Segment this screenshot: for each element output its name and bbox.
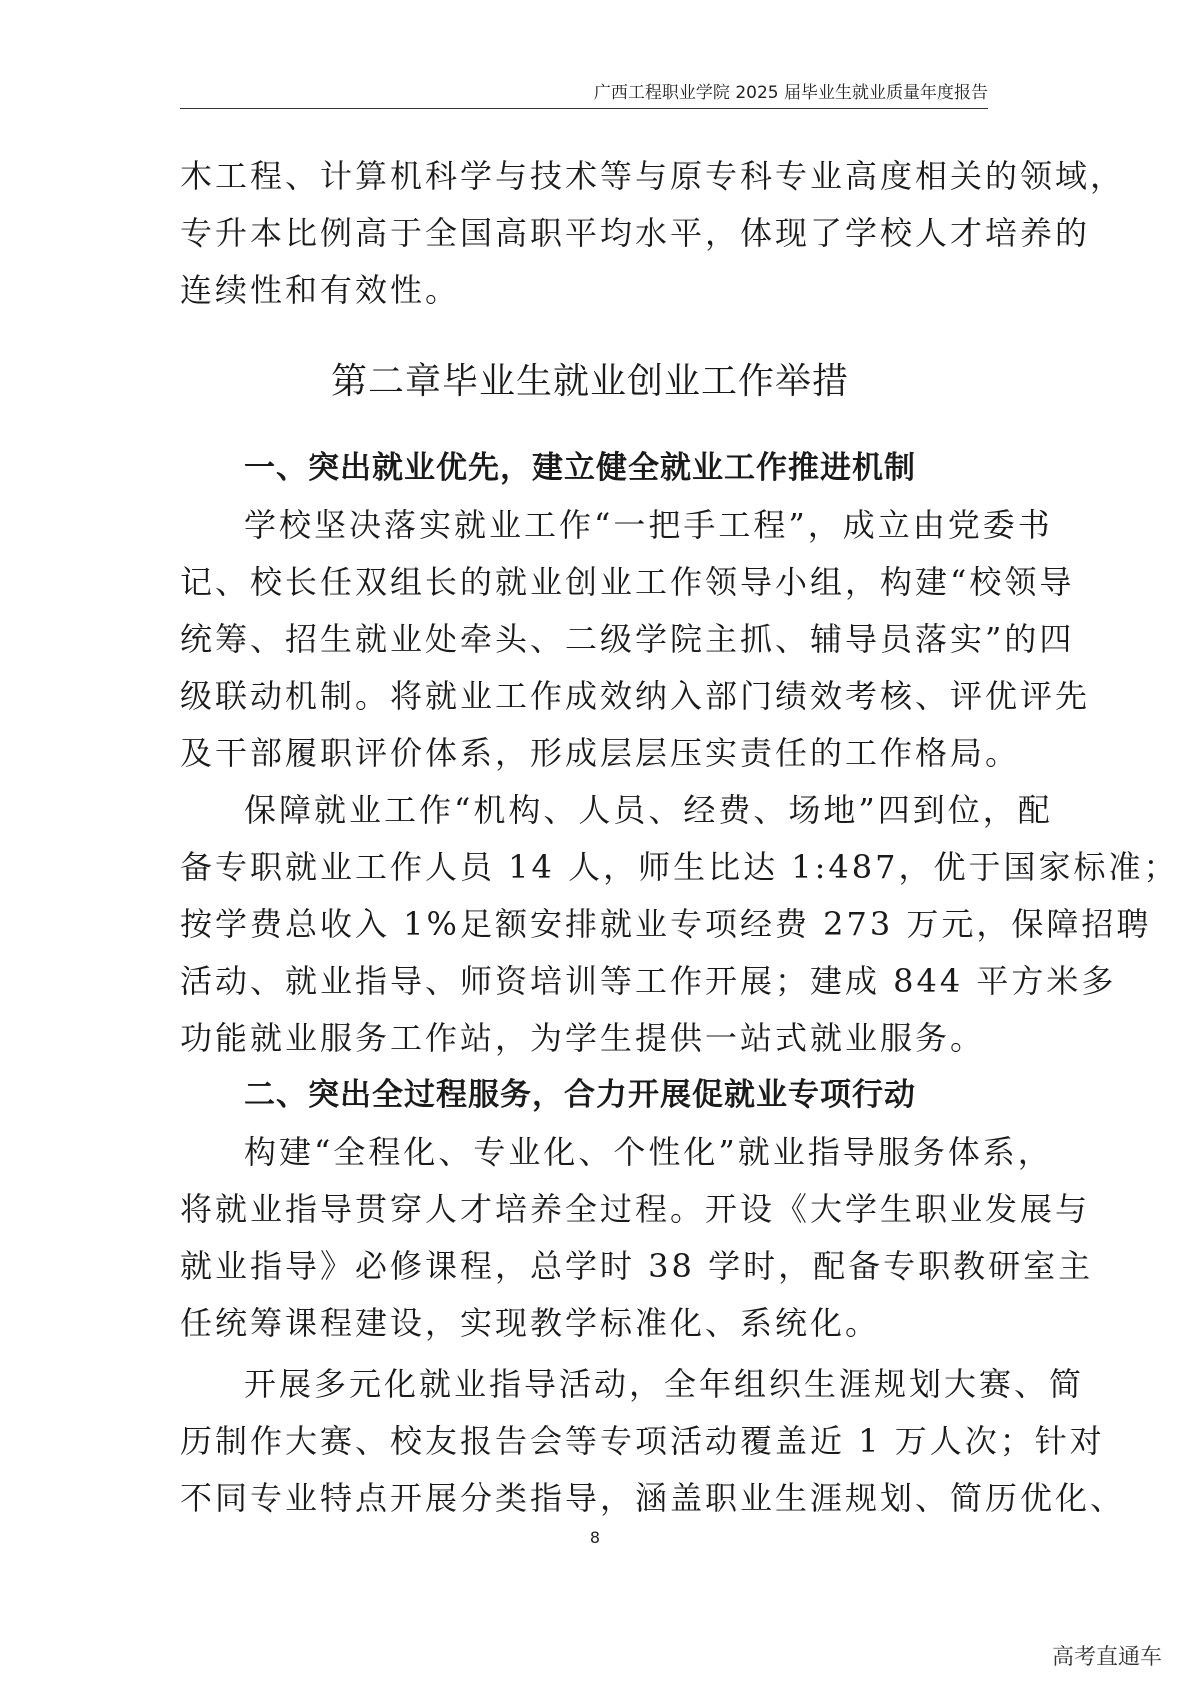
paragraph-line: 历制作大赛、校友报告会等专项活动覆盖近 1 万人次；针对 <box>180 1422 1105 1460</box>
paragraph-line: 将就业指导贯穿人才培养全过程。开设《大学生职业发展与 <box>180 1190 1091 1228</box>
paragraph-line: 保障就业工作“机构、人员、经费、场地”四到位，配 <box>244 791 1053 829</box>
watermark: 高考直通车 <box>1051 1645 1162 1670</box>
page-number: 8 <box>589 1528 601 1547</box>
intro-line: 木工程、计算机科学与技术等与原专科专业高度相关的领域， <box>180 157 1126 195</box>
paragraph-line: 学校坚决落实就业工作“一把手工程”，成立由党委书 <box>244 506 1053 544</box>
page-content <box>180 148 1179 1527</box>
paragraph-line: 功能就业服务工作站，为学生提供一站式就业服务。 <box>180 1019 986 1057</box>
paragraph-line: 开展多元化就业指导活动，全年组织生涯规划大赛、简 <box>244 1365 1085 1403</box>
intro-line: 专升本比例高于全国高职平均水平，体现了学校人才培养的 <box>180 214 1091 252</box>
paragraph-line: 就业指导》必修课程，总学时 38 学时，配备专职教研室主 <box>180 1247 1094 1285</box>
chapter-title: 第二章毕业生就业创业工作举措 <box>330 361 849 402</box>
paragraph-line: 及干部履职评价体系，形成层层压实责任的工作格局。 <box>180 734 1021 772</box>
paragraph-line: 统筹、招生就业处牵头、二级学院主抓、辅导员落实”的四 <box>180 620 1075 658</box>
paragraph-line: 备专职就业工作人员 14 人，师生比达 1:487，优于国家标准； <box>180 848 1179 886</box>
header-title: 广西工程职业学院 2025 届毕业生就业质量年度报告 <box>593 83 988 103</box>
paragraph-line: 级联动机制。将就业工作成效纳入部门绩效考核、评优评先 <box>180 677 1091 715</box>
page-header <box>180 82 988 109</box>
paragraph-line: 不同专业特点开展分类指导，涵盖职业生涯规划、简历优化、 <box>180 1479 1126 1517</box>
paragraph-line: 记、校长任双组长的就业创业工作领导小组，构建“校领导 <box>180 563 1075 601</box>
section-heading-1: 一、突出就业优先，建立健全就业工作推进机制 <box>244 450 916 486</box>
paragraph-line: 活动、就业指导、师资培训等工作开展；建成 844 平方米多 <box>180 962 1117 1000</box>
intro-line: 连续性和有效性。 <box>180 271 461 309</box>
paragraph-line: 任统筹课程建设，实现教学标准化、系统化。 <box>180 1304 881 1342</box>
paragraph-line: 按学费总收入 1%足额安排就业专项经费 273 万元，保障招聘 <box>180 905 1152 943</box>
paragraph-line: 构建“全程化、专业化、个性化”就业指导服务体系， <box>244 1133 1053 1171</box>
section-heading-2: 二、突出全过程服务，合力开展促就业专项行动 <box>244 1077 916 1113</box>
